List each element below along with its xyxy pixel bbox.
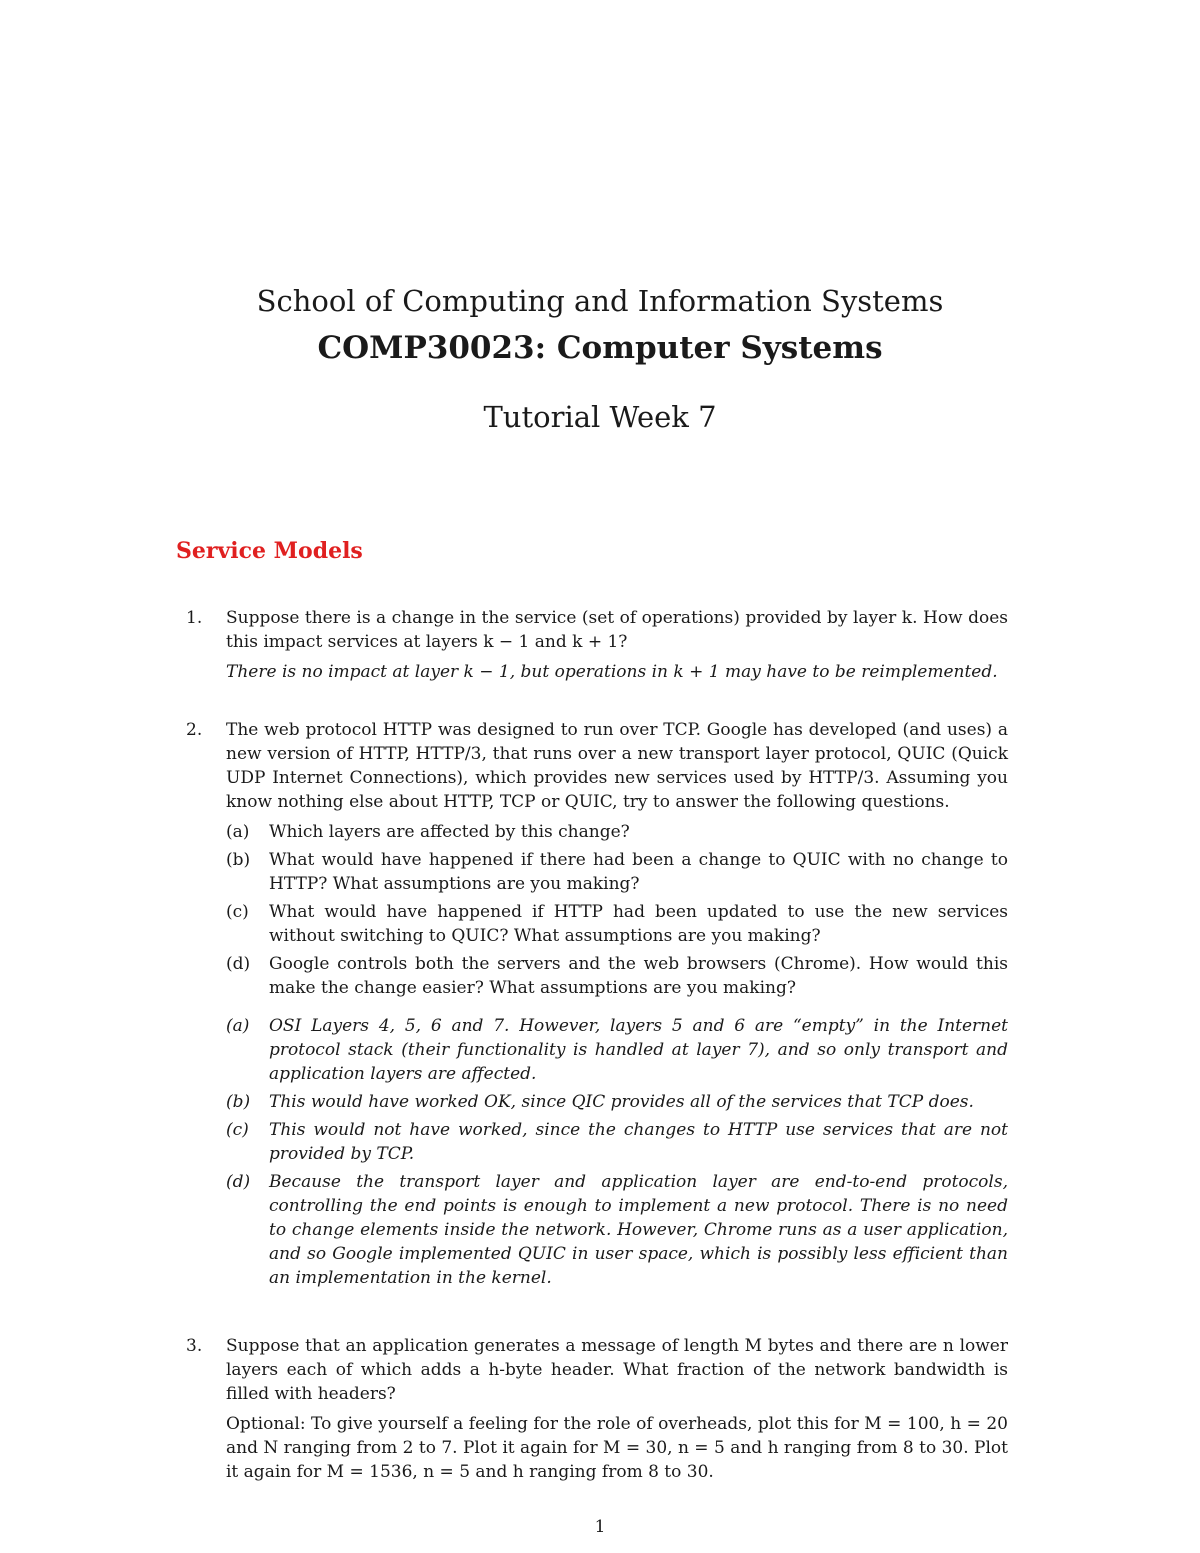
- answer-label: (b): [226, 1092, 251, 1112]
- part-a: [226, 820, 1008, 844]
- answer-parts: [226, 1014, 1008, 1290]
- question-text: Suppose there is a change in the service (set of operations) provided by layer k. How does this impact services at layers k − 1 and k + 1?: [226, 608, 1008, 652]
- answer-text: There is no impact at layer k − 1, but operations in k + 1 may have to be reimplemented.: [226, 662, 998, 682]
- question-parts: [226, 820, 1008, 1000]
- tutorial-title: Tutorial Week 7: [483, 400, 717, 434]
- part-label: (a): [226, 822, 250, 842]
- question-1: [186, 606, 1008, 684]
- answer-text: OSI Layers 4, 5, 6 and 7. However, layers 5 and 6 are “empty” in the Internet protocol stack (their functionality is handled at layer 7), and so only transport and application layers are affected.: [269, 1016, 1008, 1084]
- part-label: (b): [226, 850, 251, 870]
- part-label: (d): [226, 954, 251, 974]
- answer-a: [226, 1014, 1008, 1086]
- course-title: COMP30023: Computer Systems: [317, 330, 883, 366]
- answer-c: [226, 1118, 1008, 1166]
- part-b: [226, 848, 1008, 896]
- section-title: Service Models: [176, 538, 363, 564]
- question-number: 2.: [186, 720, 203, 740]
- answer-text: Because the transport layer and application layer are end-to-end protocols, controlling the end points is enough to implement a new protocol. There is no need to change elements inside the network. However, Chrome runs as a user application, and so Google implemented QUIC in user space, which is possibly less efficient than an implementation in the kernel.: [269, 1172, 1008, 1288]
- answer-text: This would not have worked, since the changes to HTTP use services that are not provided by TCP.: [269, 1120, 1008, 1164]
- part-c: [226, 900, 1008, 948]
- school-name: School of Computing and Information Systems: [256, 284, 944, 318]
- question-text: The web protocol HTTP was designed to run over TCP. Google has developed (and uses) a new version of HTTP, HTTP/3, that runs over a new transport layer protocol, QUIC (Quick UDP Internet Connections), which provides new services used by HTTP/3. Assuming you know nothing else about HTTP, TCP or QUIC, try to answer the following questions.: [226, 720, 1008, 812]
- page-number: 1: [594, 1517, 606, 1537]
- answer-label: (c): [226, 1120, 249, 1140]
- answer-label: (d): [226, 1172, 251, 1192]
- answer-d: [226, 1170, 1008, 1290]
- part-d: [226, 952, 1008, 1000]
- answer-b: [226, 1090, 1008, 1114]
- part-text: Which layers are affected by this change?: [269, 822, 630, 842]
- part-label: (c): [226, 902, 249, 922]
- question-text: Suppose that an application generates a message of length M bytes and there are n lower layers each of which adds a h-byte header. What fraction of the network bandwidth is filled with headers?: [226, 1336, 1008, 1404]
- part-text: What would have happened if HTTP had been updated to use the new services without switching to QUIC? What assumptions are you making?: [269, 902, 1008, 946]
- question-3: [186, 1334, 1008, 1484]
- answer-text: This would have worked OK, since QIC provides all of the services that TCP does.: [269, 1092, 974, 1112]
- part-text: Google controls both the servers and the web browsers (Chrome). How would this make the change easier? What assumptions are you making?: [269, 954, 1008, 998]
- optional-text: Optional: To give yourself a feeling for the role of overheads, plot this for M = 100, h = 20 and N ranging from 2 to 7. Plot it again for M = 30, n = 5 and h ranging from 8 to 30. Plot it again for M = 1536, n = 5 and h ranging from 8 to 30.: [226, 1414, 1008, 1482]
- part-text: What would have happened if there had been a change to QUIC with no change to HTTP? What assumptions are you making?: [269, 850, 1008, 894]
- question-2: [186, 718, 1008, 1290]
- question-number: 1.: [186, 608, 203, 628]
- question-number: 3.: [186, 1336, 203, 1356]
- answer-label: (a): [226, 1016, 250, 1036]
